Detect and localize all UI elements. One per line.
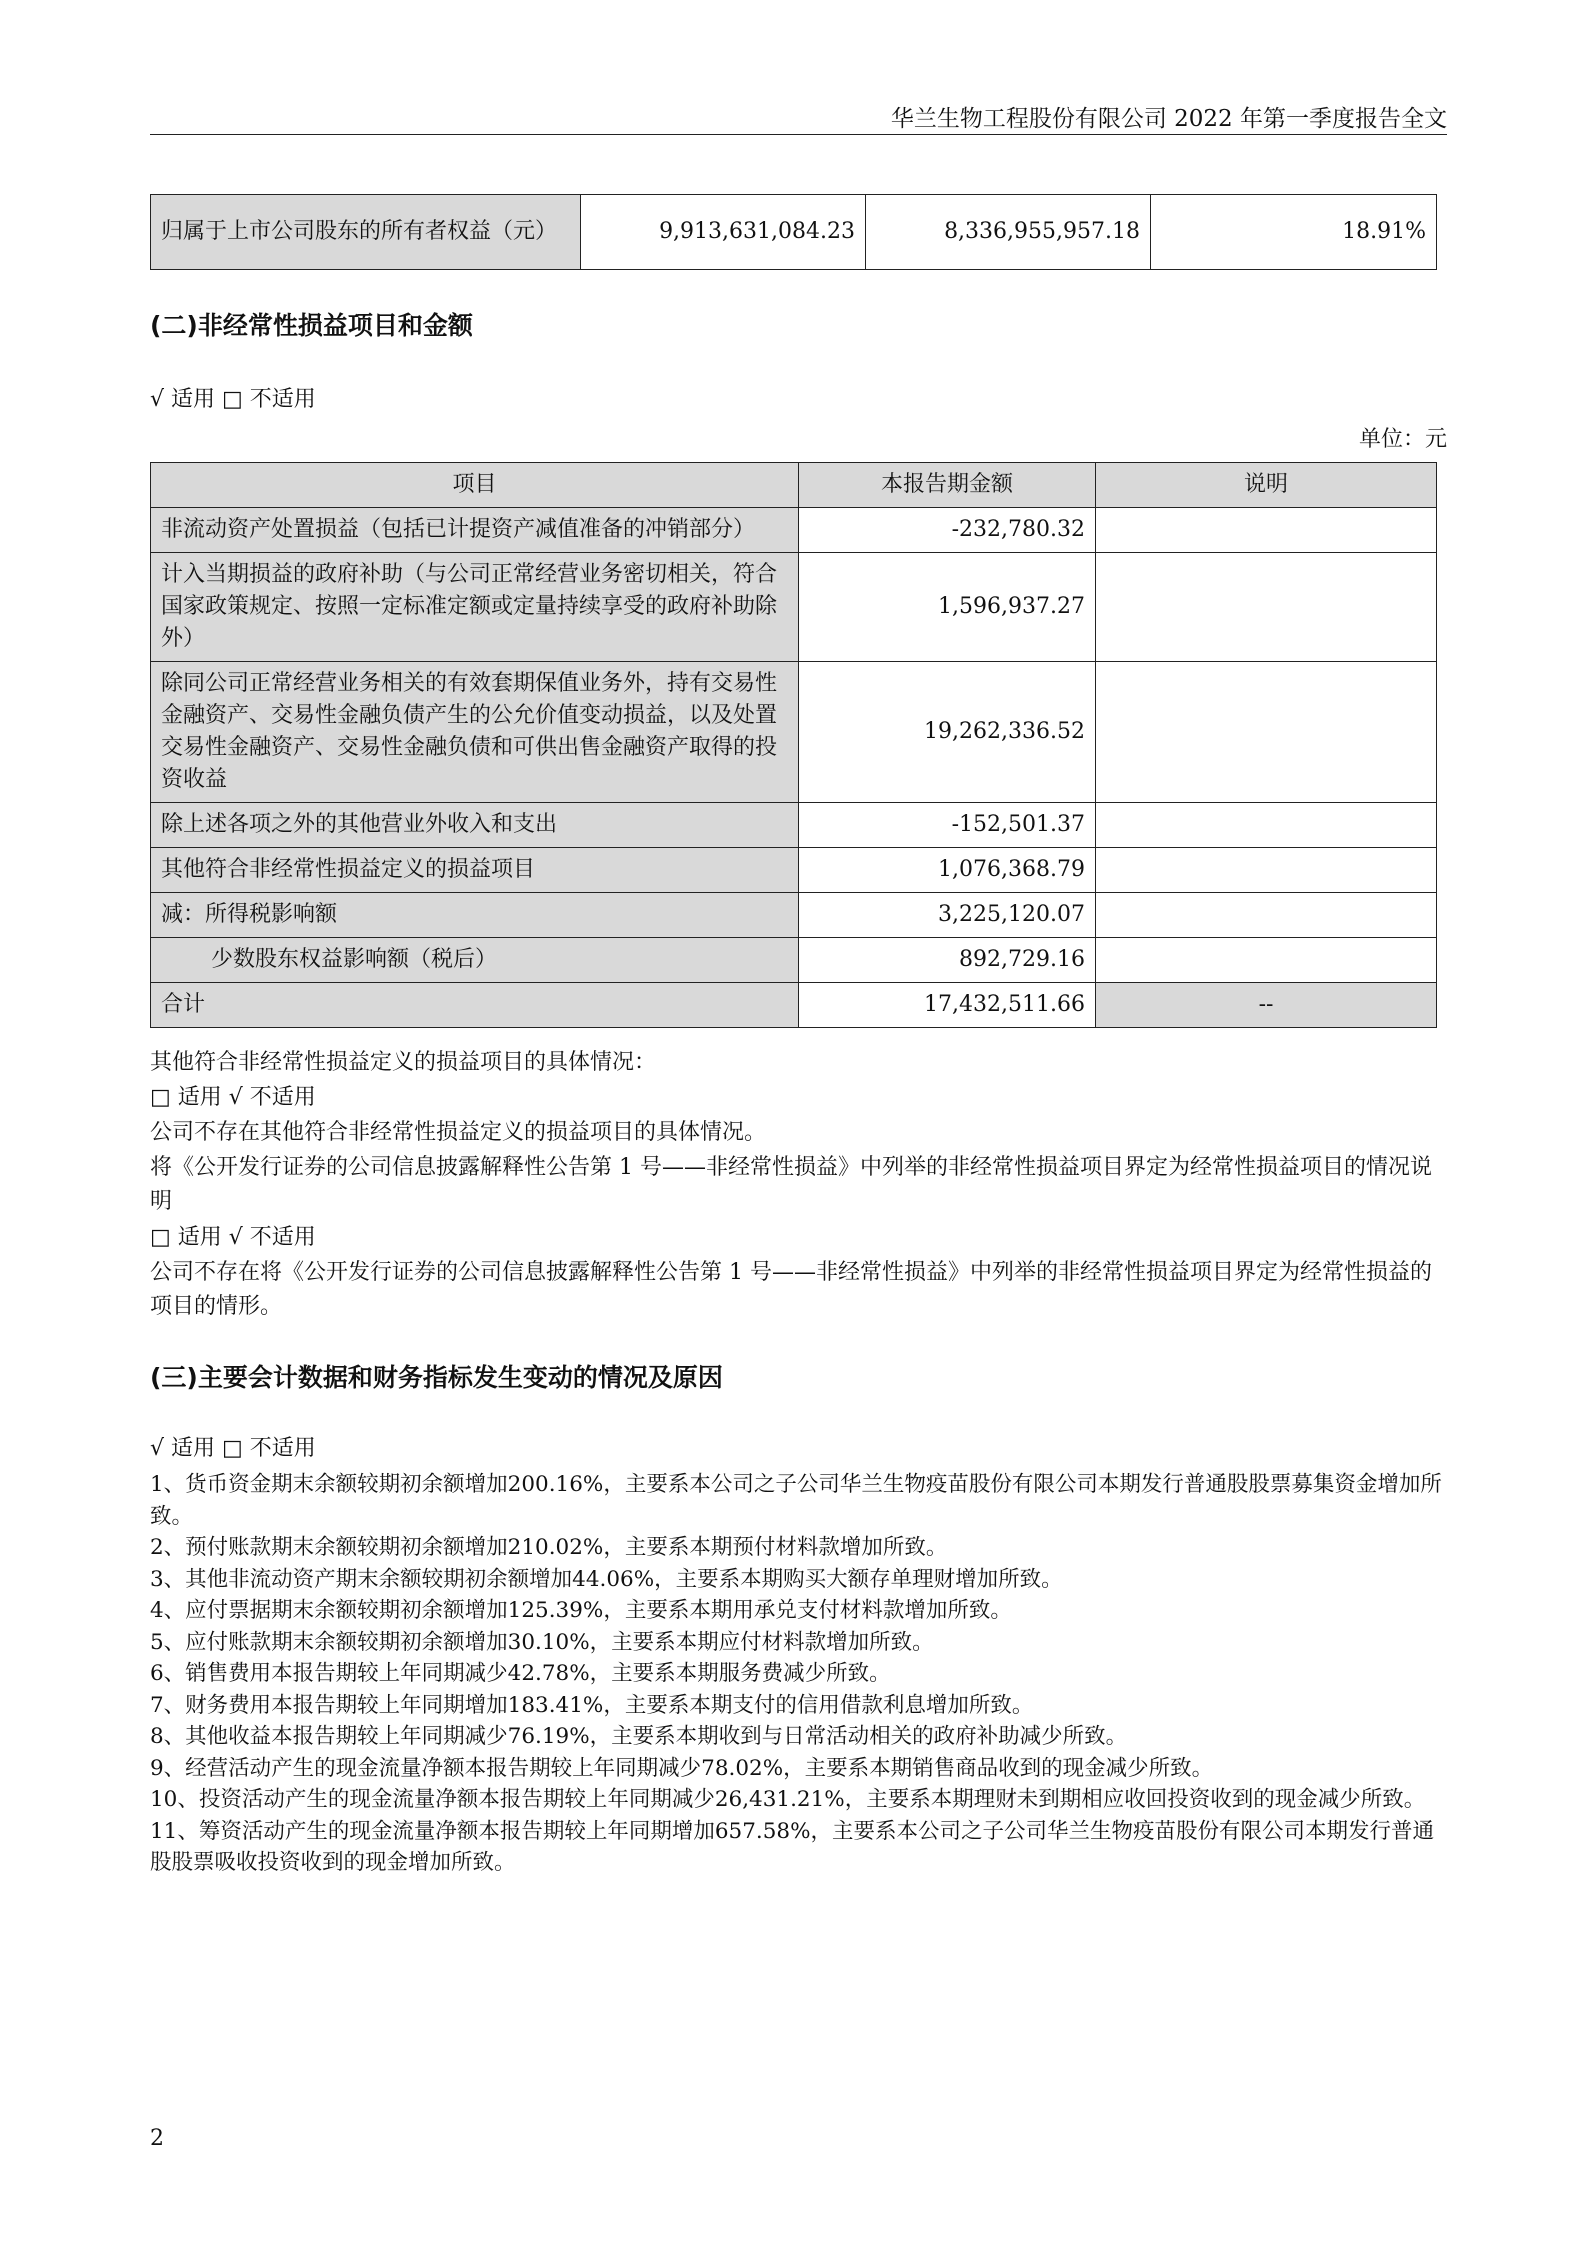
col-header-amount: 本报告期金额	[799, 463, 1096, 508]
change-reasons-list	[150, 1469, 1447, 1879]
row-note	[1096, 553, 1437, 662]
row-item: 少数股东权益影响额（税后）	[151, 938, 799, 983]
other-title: 其他符合非经常性损益定义的损益项目的具体情况：	[150, 1050, 657, 1075]
row-item: 计入当期损益的政府补助（与公司正常经营业务密切相关，符合国家政策规定、按照一定标准定额或定量持续享受的政府补助除外）	[151, 553, 799, 662]
row-note	[1096, 893, 1437, 938]
list-item: 1、货币资金期末余额较期初余额增加200.16%，主要系本公司之子公司华兰生物疫苗股份有限公司本期发行普通股股票募集资金增加所致。	[150, 1472, 1442, 1529]
list-item: 8、其他收益本报告期较上年同期减少76.19%，主要系本期收到与日常活动相关的政府补助减少所致。	[150, 1724, 1128, 1749]
row-amount: -152,501.37	[799, 803, 1096, 848]
row-item: 除同公司正常经营业务相关的有效套期保值业务外，持有交易性金融资产、交易性金融负债产生的公允价值变动损益，以及处置交易性金融资产、交易性金融负债和可供出售金融资产取得的投资收益	[151, 662, 799, 803]
row-amount: 19,262,336.52	[799, 662, 1096, 803]
section2-applicability: √ 适用 □ 不适用	[150, 387, 316, 412]
table-row	[151, 938, 1437, 983]
row-amount: 1,596,937.27	[799, 553, 1096, 662]
document-page	[150, 0, 1447, 2244]
row-note	[1096, 508, 1437, 553]
table-row	[151, 983, 1437, 1028]
table-row	[151, 848, 1437, 893]
list-item: 9、经营活动产生的现金流量净额本报告期较上年同期减少78.02%，主要系本期销售商品收到的现金减少所致。	[150, 1755, 1214, 1781]
section3-title: (三)主要会计数据和财务指标发生变动的情况及原因	[150, 1363, 723, 1392]
row-amount: 17,432,511.66	[799, 983, 1096, 1028]
row-note: --	[1096, 983, 1437, 1028]
equity-previous: 8,336,955,957.18	[866, 195, 1151, 270]
row-item: 其他符合非经常性损益定义的损益项目	[151, 848, 799, 893]
table-row	[151, 195, 1437, 270]
explain-applicability: □ 适用 √ 不适用	[150, 1225, 316, 1250]
list-item: 6、销售费用本报告期较上年同期减少42.78%，主要系本期服务费减少所致。	[150, 1661, 891, 1686]
list-item: 2、预付账款期末余额较期初余额增加210.02%，主要系本期预付材料款增加所致。	[150, 1535, 948, 1560]
col-header-note: 说明	[1096, 463, 1437, 508]
explain-text: 公司不存在将《公开发行证券的公司信息披露解释性公告第 1 号——非经常性损益》中列举的非经常性损益项目界定为经常性损益的项目的情形。	[150, 1260, 1432, 1319]
row-item: 合计	[151, 983, 799, 1028]
section2-title: (二)非经常性损益项目和金额	[150, 311, 473, 340]
explain-title: 将《公开发行证券的公司信息披露解释性公告第 1 号——非经常性损益》中列举的非经常性损益项目界定为经常性损益项目的情况说明	[150, 1155, 1432, 1214]
table-row	[151, 508, 1437, 553]
row-item: 非流动资产处置损益（包括已计提资产减值准备的冲销部分）	[151, 508, 799, 553]
list-item: 7、财务费用本报告期较上年同期增加183.41%，主要系本期支付的信用借款利息增加所致。	[150, 1692, 1034, 1718]
equity-change: 18.91%	[1151, 195, 1437, 270]
page-header: 华兰生物工程股份有限公司 2022 年第一季度报告全文	[890, 106, 1447, 132]
row-amount: 892,729.16	[799, 938, 1096, 983]
row-item: 减：所得税影响额	[151, 893, 799, 938]
row-note	[1096, 803, 1437, 848]
row-amount: -232,780.32	[799, 508, 1096, 553]
equity-table	[150, 194, 1437, 270]
section3-applicability: √ 适用 □ 不适用	[150, 1436, 316, 1461]
header-rule	[150, 134, 1447, 135]
row-note	[1096, 662, 1437, 803]
other-text: 公司不存在其他符合非经常性损益定义的损益项目的具体情况。	[150, 1120, 767, 1145]
table-row	[151, 662, 1437, 803]
list-item: 10、投资活动产生的现金流量净额本报告期较上年同期减少26,431.21%，主要系本期理财未到期相应收回投资收到的现金减少所致。	[150, 1787, 1426, 1812]
list-item: 3、其他非流动资产期末余额较期初余额增加44.06%，主要系本期购买大额存单理财增加所致。	[150, 1566, 1063, 1592]
table-row	[151, 553, 1437, 662]
page-number: 2	[150, 2126, 164, 2151]
list-item: 4、应付票据期末余额较期初余额增加125.39%，主要系本期用承兑支付材料款增加所致。	[150, 1598, 1012, 1623]
nonrecurring-table	[150, 462, 1437, 1028]
equity-label: 归属于上市公司股东的所有者权益（元）	[151, 195, 581, 270]
col-header-item: 项目	[151, 463, 799, 508]
other-applicability: □ 适用 √ 不适用	[150, 1085, 316, 1110]
row-note	[1096, 848, 1437, 893]
row-item: 除上述各项之外的其他营业外收入和支出	[151, 803, 799, 848]
table-header-row	[151, 463, 1437, 508]
list-item: 11、筹资活动产生的现金流量净额本报告期较上年同期增加657.58%，主要系本公司之子公司华兰生物疫苗股份有限公司本期发行普通股股票吸收投资收到的现金增加所致。	[150, 1818, 1435, 1875]
unit-label: 单位：元	[1358, 427, 1447, 452]
row-note	[1096, 938, 1437, 983]
row-amount: 3,225,120.07	[799, 893, 1096, 938]
row-amount: 1,076,368.79	[799, 848, 1096, 893]
list-item: 5、应付账款期末余额较期初余额增加30.10%，主要系本期应付材料款增加所致。	[150, 1629, 934, 1655]
table-row	[151, 893, 1437, 938]
table-row	[151, 803, 1437, 848]
equity-current: 9,913,631,084.23	[581, 195, 866, 270]
